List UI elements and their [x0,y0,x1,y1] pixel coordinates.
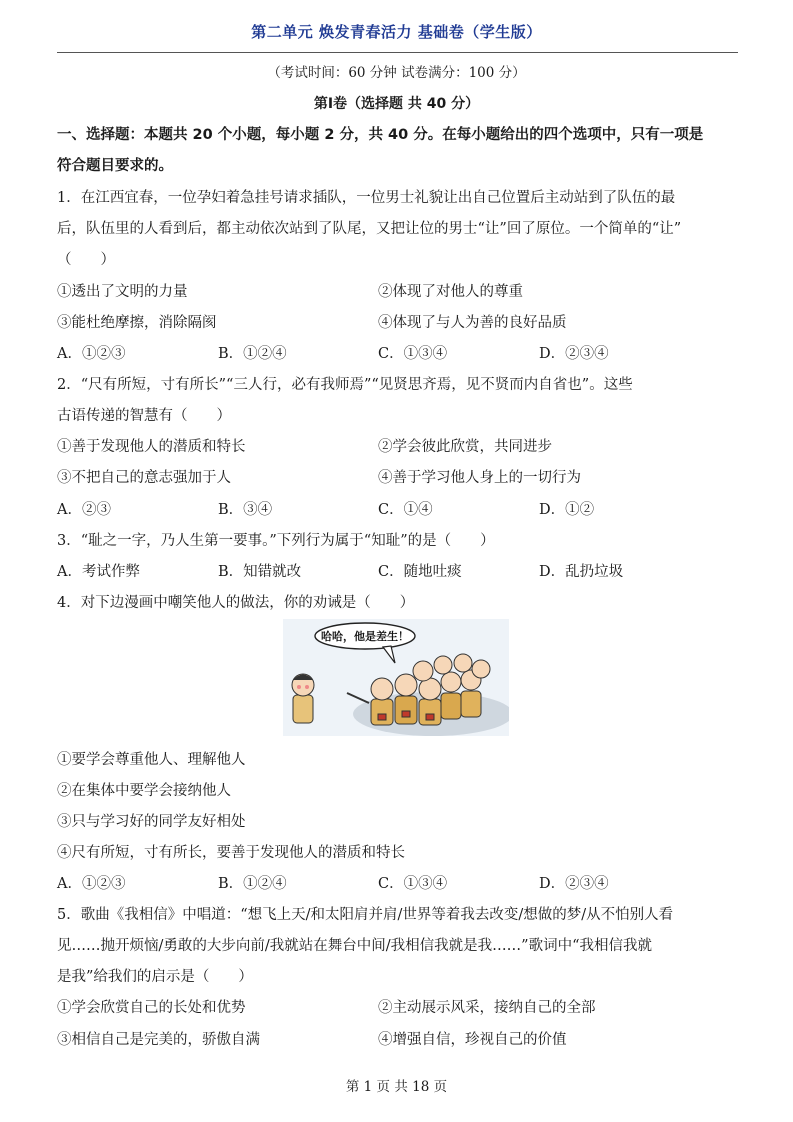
q2-stem-line1: 2．“尺有所短，寸有所长”“三人行，必有我师焉”“见贤思齐焉，见不贤而内自省也”。这些 [57,377,633,393]
q1-stem-line3: （ ） [57,252,115,268]
q4-option-c: C．①③④ [378,876,448,892]
q5-statement-1: ①学会欣赏自己的长处和优势 [57,1000,246,1016]
q2-statement-2: ②学会彼此欣赏，共同进步 [378,439,552,455]
q2-option-a: A．②③ [57,502,111,518]
q3-option-b: B．知错就改 [218,564,302,580]
q1-stem-line1: 1．在江西宜春，一位孕妇着急挂号请求插队，一位男士礼貌让出自己位置后主动站到了队伍的最 [57,190,676,206]
mocked-student-figure [292,674,314,723]
document-title: 第二单元 焕发青春活力 基础卷（学生版） [251,23,542,41]
q1-statement-3: ③能杜绝摩擦，消除隔阂 [57,315,217,331]
q1-statement-2: ②体现了对他人的尊重 [378,284,523,300]
title-divider [57,52,738,53]
q1-statement-4: ④体现了与人为善的良好品质 [378,315,567,331]
q2-option-d: D．①② [539,502,595,518]
q1-option-a: A．①②③ [57,346,126,362]
q3-option-d: D．乱扔垃圾 [539,564,624,580]
q4-statement-1: ①要学会尊重他人、理解他人 [57,752,246,768]
q3-option-a: A．考试作弊 [57,564,140,580]
q5-stem-line1: 5．歌曲《我相信》中唱道：“想飞上天/和太阳肩并肩/世界等着我去改变/想做的梦/从不怕别人看 [57,907,674,923]
q3-option-c: C．随地吐痰 [378,564,462,580]
q2-option-c: C．①④ [378,502,433,518]
q5-statement-2: ②主动展示风采，接纳自己的全部 [378,1000,596,1016]
q4-option-a: A．①②③ [57,876,126,892]
q3-stem-line1: 3．“耻之一字，乃人生第一要事。”下列行为属于“知耻”的是（ ） [57,533,495,549]
q4-option-d: D．②③④ [539,876,609,892]
section-intro-line2: 符合题目要求的。 [57,158,173,174]
q2-statement-1: ①善于发现他人的潜质和特长 [57,439,246,455]
exam-info: （考试时间：60 分钟 试卷满分：100 分） [267,65,526,81]
speech-bubble-text: 哈哈，他是差生！ [321,630,409,643]
part-title: 第Ⅰ卷（选择题 共 40 分） [313,96,480,112]
q2-option-b: B．③④ [218,502,273,518]
q5-statement-3: ③相信自己是完美的，骄傲自满 [57,1032,260,1048]
q2-statement-3: ③不把自己的意志强加于人 [57,470,231,486]
q1-statement-1: ①透出了文明的力量 [57,284,188,300]
q4-statement-3: ③只与学习好的同学友好相处 [57,814,246,830]
q5-statement-4: ④增强自信，珍视自己的价值 [378,1032,567,1048]
q1-stem-line2: 后，队伍里的人看到后，都主动依次站到了队尾，又把让位的男士“让”回了原位。一个简单的“让” [57,221,682,237]
q4-option-b: B．①②④ [218,876,287,892]
q4-stem-line1: 4．对下边漫画中嘲笑他人的做法，你的劝诫是（ ） [57,595,415,611]
q1-option-d: D．②③④ [539,346,609,362]
q2-statement-4: ④善于学习他人身上的一切行为 [378,470,581,486]
cartoon-illustration [283,619,509,736]
q5-stem-line3: 是我”给我们的启示是（ ） [57,969,253,985]
section-intro-line1: 一、选择题：本题共 20 个小题，每小题 2 分，共 40 分。在每小题给出的四个选项中，只有一项是 [57,127,704,143]
q2-stem-line2: 古语传递的智慧有（ ） [57,408,231,424]
q4-statement-2: ②在集体中要学会接纳他人 [57,783,231,799]
q1-option-c: C．①③④ [378,346,448,362]
q1-option-b: B．①②④ [218,346,287,362]
q4-statement-4: ④尺有所短，寸有所长，要善于发现他人的潜质和特长 [57,845,405,861]
page-number: 第 1 页 共 18 页 [345,1079,448,1095]
q5-stem-line2: 见……抛开烦恼/勇敢的大步向前/我就站在舞台中间/我相信我就是我……”歌词中“我相信我就 [57,938,652,954]
